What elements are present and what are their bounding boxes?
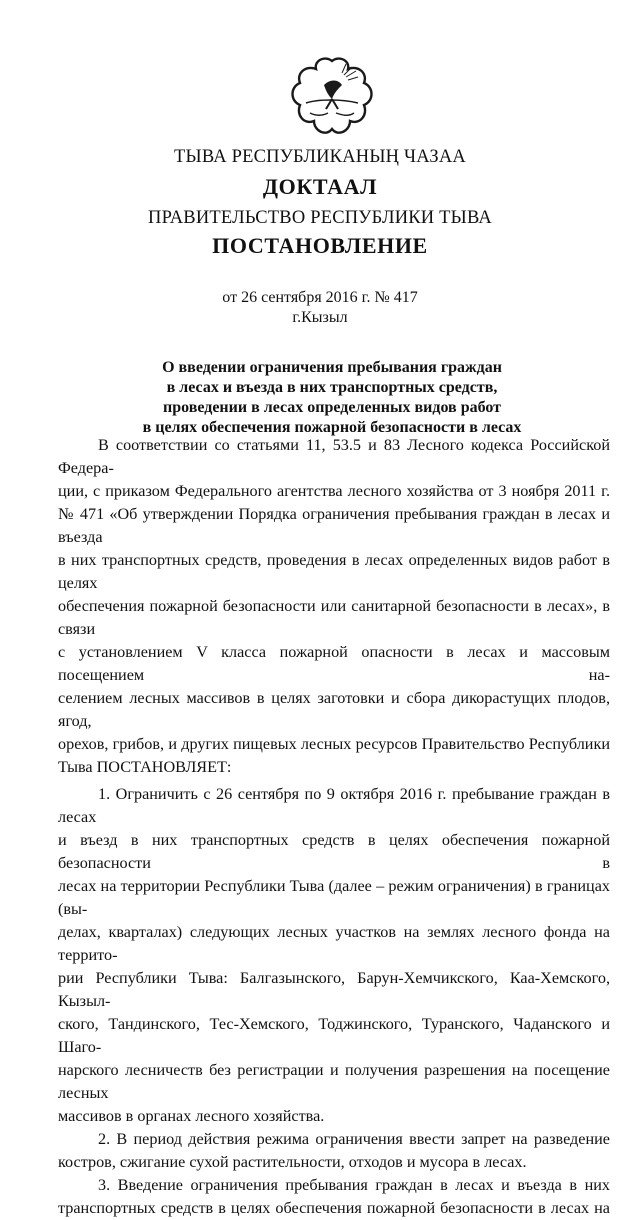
document-city: г.Кызыл <box>292 309 348 326</box>
body-line: 3. Введение ограничения пребывания граждан в лесах и въезда в них <box>98 1176 610 1194</box>
body-line: селением лесных массивов в целях заготовки и сбора дикорастущих плодов, ягод, <box>58 689 610 730</box>
body-line: 2. В период действия режима ограничения ввести запрет на разведение <box>98 1130 610 1148</box>
russian-government-heading: ПРАВИТЕЛЬСТВО РЕСПУБЛИКИ ТЫВА <box>148 208 492 228</box>
tyva-document-type: ДОКТААЛ <box>262 174 378 199</box>
body-line: № 471 «Об утверждении Порядка ограничения пребывания граждан в лесах и въезда <box>58 505 610 546</box>
russian-document-type: ПОСТАНОВЛЕНИЕ <box>212 233 428 258</box>
body-line: рии Республики Тыва: Балгазынского, Барун-Хемчикского, Каа-Хемского, Кызыл- <box>58 969 610 1010</box>
document-body <box>58 434 610 1220</box>
body-line: костров, сжигание сухой растительности, отходов и мусора в лесах. <box>58 1153 527 1171</box>
body-line: лесах на территории Республики Тыва (далее – режим ограничения) в границах (вы- <box>58 877 610 918</box>
body-line: ского, Тандинского, Тес-Хемского, Тоджинского, Туранского, Чаданского и Шаго- <box>58 1015 610 1056</box>
document-title <box>120 358 544 438</box>
title-line: в лесах и въезда в них транспортных средств, <box>166 379 498 396</box>
body-line: и въезд в них транспортных средств в целях обеспечения пожарной безопасности в <box>58 831 610 872</box>
body-line: транспортных средств в целях обеспечения пожарной безопасности в лесах на <box>58 1199 610 1217</box>
document-date-number: от 26 сентября 2016 г. № 417 <box>222 289 418 306</box>
body-line: делах, кварталах) следующих лесных участков на землях лесного фонда на террито- <box>58 923 610 964</box>
coat-of-arms-icon <box>288 55 376 137</box>
title-line: О введении ограничения пребывания граждан <box>162 359 502 376</box>
body-line: ции, с приказом Федерального агентства лесного хозяйства от 3 ноября 2011 г. <box>58 482 610 500</box>
body-line: массивов в органах лесного хозяйства. <box>58 1107 325 1125</box>
body-line: орехов, грибов, и других пищевых лесных ресурсов Правительство Республики <box>58 735 610 753</box>
title-line: проведении в лесах определенных видов работ <box>162 399 502 416</box>
body-line: Тыва ПОСТАНОВЛЯЕТ: <box>58 758 232 776</box>
body-line: обеспечения пожарной безопасности или санитарной безопасности в лесах», в связи <box>58 597 610 638</box>
body-line: нарского лесничеств без регистрации и получения разрешения на посещение лесных <box>58 1061 610 1102</box>
body-line: 1. Ограничить с 26 сентября по 9 октября 2016 г. пребывание граждан в лесах <box>58 785 610 826</box>
title-line: в целях обеспечения пожарной безопасности в лесах <box>142 419 522 436</box>
body-line: в них транспортных средств, проведения в лесах определенных видов работ в целях <box>58 551 610 592</box>
tyva-government-heading: ТЫВА РЕСПУБЛИКАНЫҢ ЧАЗАА <box>174 147 466 167</box>
body-line: с установлением V класса пожарной опасности в лесах и массовым посещением на- <box>58 643 610 684</box>
body-line: В соответствии со статьями 11, 53.5 и 83 Лесного кодекса Российской Федера- <box>58 436 610 477</box>
